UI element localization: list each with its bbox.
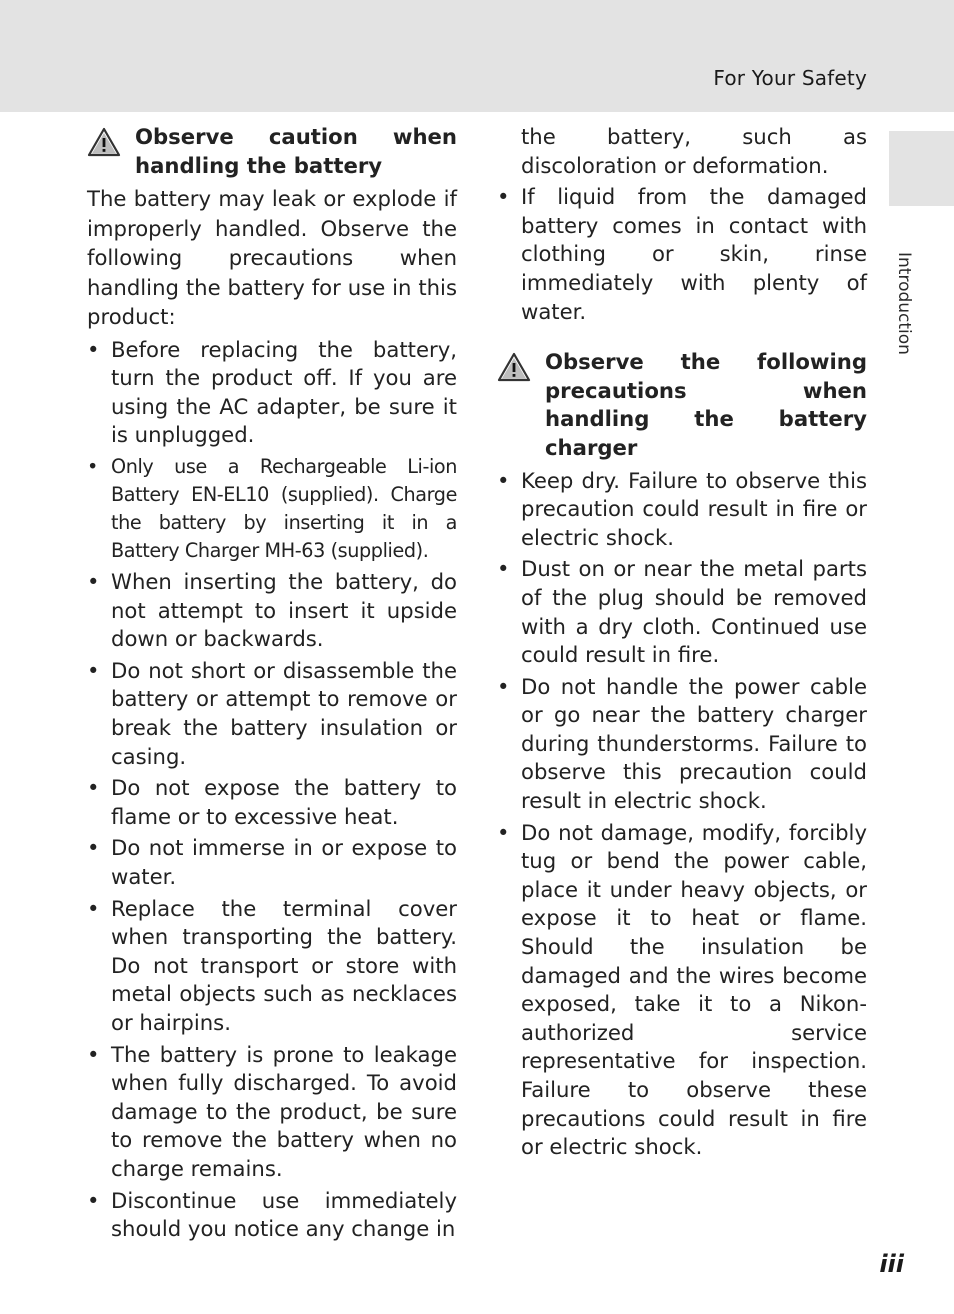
bullet-dot: •	[87, 455, 98, 479]
running-header: For Your Safety	[713, 66, 867, 90]
list-item-text: The battery is prone to leakage when fully discharged. To avoid damage to the product, be sure to remove the battery when no charge remains.	[111, 1041, 457, 1181]
list-item	[87, 834, 457, 891]
page-number: iii	[879, 1250, 904, 1278]
list-item	[87, 895, 457, 1038]
list-item-text: Keep dry. Failure to observe this precaution could result in fire or electric shock.	[521, 467, 867, 550]
list-item	[87, 1041, 457, 1184]
header-band	[0, 0, 954, 112]
list-item-text: Do not damage, modify, forcibly tug or bend the power cable, place it under heavy objects, or expose it to heat or flame. Should the insulation be damaged and the wires become exposed, take it to a Nikon-authorized service representative for inspection. Failure to observe these precautions could result in fire or electric shock.	[521, 819, 867, 1160]
left-column	[87, 123, 457, 1247]
bullet-dot: •	[497, 819, 510, 845]
continued-text: the battery, such as discoloration or deformation.	[521, 124, 867, 178]
right-column	[497, 123, 867, 1165]
intro-paragraph: The battery may leak or explode if improperly handled. Observe the following precautions when handling the battery for use in this product:	[87, 186, 457, 330]
list-item-text: Do not expose the battery to flame or to excessive heat.	[111, 775, 457, 829]
bullet-dot: •	[87, 835, 100, 861]
section-tab-label: Introduction	[894, 252, 914, 355]
list-item	[497, 819, 867, 1162]
list-item	[87, 774, 457, 831]
list-item-text: Discontinue use immediately should you notice any change in	[111, 1187, 457, 1242]
battery-precautions-list	[87, 336, 457, 1244]
bullet-dot: •	[87, 657, 100, 683]
list-item	[497, 673, 867, 816]
section-tab	[889, 131, 954, 206]
list-item	[497, 555, 867, 669]
bullet-dot: •	[87, 895, 100, 921]
list-item-text: Do not handle the power cable or go near the battery charger during thunderstorms. Failure to observe this precaution could result in electric shock.	[521, 673, 867, 814]
warning-triangle-icon	[497, 352, 531, 382]
heading-text: Observe caution when handling the battery	[135, 124, 457, 178]
heading-text: Observe the following precautions when handling the battery charger	[545, 349, 867, 460]
bullet-dot: •	[497, 673, 510, 699]
warning-triangle-icon	[87, 127, 121, 157]
bullet-dot: •	[87, 775, 100, 801]
list-item-text: Only use a Rechargeable Li-ion Battery EN-EL10 (supplied). Charge the battery by inserting it in a Battery Charger MH-63 (supplied).	[111, 455, 457, 563]
bullet-dot: •	[497, 184, 510, 210]
charger-precautions-list	[497, 467, 867, 1162]
list-item-text: Replace the terminal cover when transporting the battery. Do not transport or store with metal objects such as necklaces or hairpins.	[111, 895, 457, 1035]
bullet-dot: •	[497, 467, 510, 493]
charger-caution-heading	[497, 348, 867, 462]
bullet-dot: •	[87, 336, 100, 362]
list-item	[87, 453, 457, 565]
battery-caution-heading	[87, 123, 457, 180]
list-item	[87, 568, 457, 654]
list-item-text: When inserting the battery, do not attempt to insert it upside down or backwards.	[111, 569, 457, 652]
list-item	[497, 467, 867, 553]
leak-precaution-list	[497, 183, 867, 326]
list-item-text: Do not immerse in or expose to water.	[111, 835, 457, 889]
list-item-text: Do not short or disassemble the battery or attempt to remove or break the battery insulation or casing.	[111, 657, 457, 769]
list-item-text: Before replacing the battery, turn the product off. If you are using the AC adapter, be sure it is unplugged.	[111, 336, 457, 448]
list-item	[87, 336, 457, 450]
list-item	[87, 1187, 457, 1244]
bullet-dot: •	[87, 1041, 100, 1067]
bullet-dot: •	[497, 556, 510, 582]
list-item	[87, 657, 457, 771]
bullet-dot: •	[87, 1187, 100, 1213]
list-item-text: Dust on or near the metal parts of the plug should be removed with a dry cloth. Continued use could result in fire.	[521, 556, 867, 668]
list-item-text: If liquid from the damaged battery comes in contact with clothing or skin, rinse immediately with plenty of water.	[521, 184, 867, 324]
list-item	[497, 183, 867, 326]
bullet-dot: •	[87, 569, 100, 595]
